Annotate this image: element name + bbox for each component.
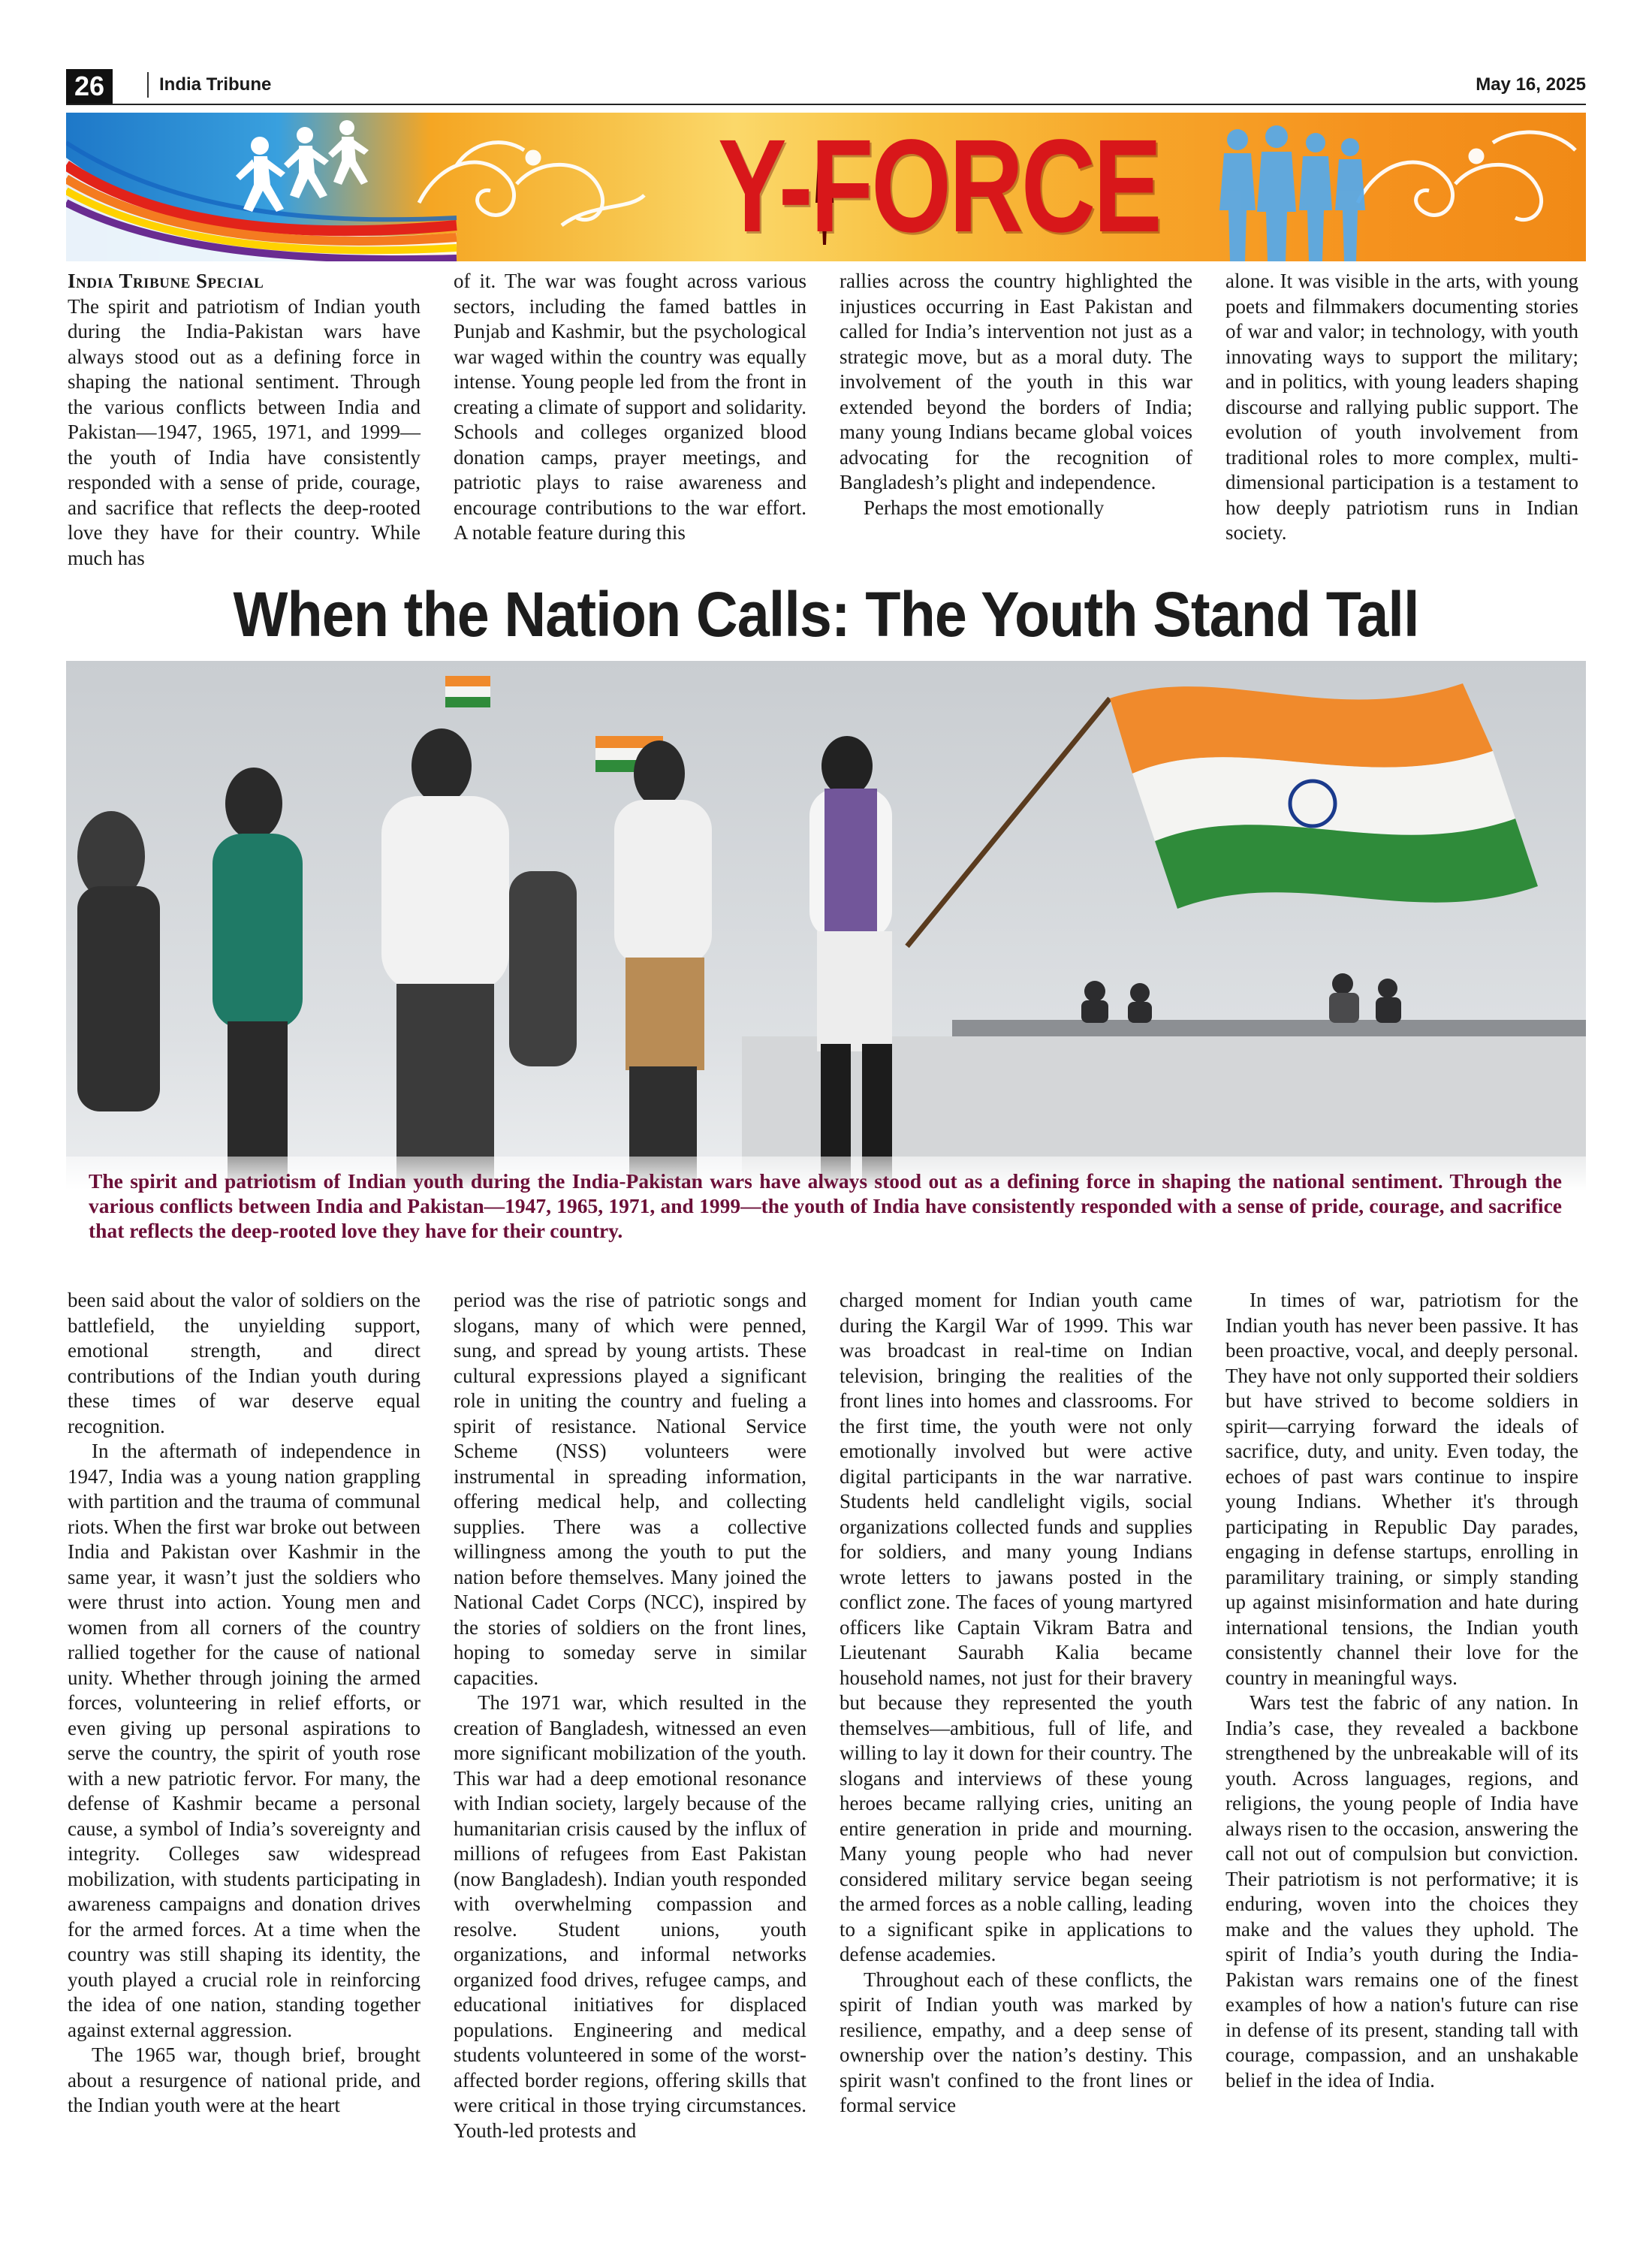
paragraph: rallies across the country highlighted the injustices occurring in East Pakistan and called for India’s intervention not just as a strategic move, but as a moral duty. The involvement of the youth in this war extended beyond the borders of India; many young Indians became global voices advocating for the recognition of Bangladesh’s plight and independence. bbox=[840, 270, 1192, 493]
article-column-2-top bbox=[454, 269, 806, 546]
paragraph: In times of war, patriotism for the Indian youth has never been passive. It has been proactive, vocal, and deeply personal. They have not only supported their soldiers but have strived to become soldiers in spirit—carrying forward the ideals of sacrifice, duty, and unity. Even today, the echoes of past wars continue to inspire young Indians. Whether it's through participating in Republic Day parades, engaging in defense startups, enrolling in paramilitary training, or simply standing up against misinformation and hate during international tensions, the Indian youth consistently channel their love for the country in meaningful ways. bbox=[1225, 1289, 1578, 1689]
article-column-1-bottom bbox=[68, 1288, 421, 2119]
paragraph: Perhaps the most emotionally bbox=[864, 496, 1105, 519]
paragraph: charged moment for Indian youth came during the Kargil War of 1999. This war was broadcast in real-time on Indian television, bringing the realities of the front lines into homes and classrooms. For the first time, the youth were not only emotionally involved but were active digital participants in the war narrative. Students held candlelight vigils, social organizations collected funds and supplies for soldiers, and many young Indians wrote letters to jawans posted in the conflict zone. The faces of young martyred officers like Captain Vikram Batra and Lieutenant Saurabh Kalia became household names, not just for their bravery but because they represented the youth themselves—ambitious, full of life, and willing to lay it down for their country. The slogans and interviews of these young heroes became rallying cries, uniting an entire generation in pride and mourning. Many young people who had never considered military service began seeing the armed forces as a noble calling, leading to a significant spike in applications to defense academies. bbox=[840, 1289, 1192, 1965]
section-title: Y-FORCE bbox=[718, 113, 1160, 260]
page-header bbox=[66, 69, 1586, 105]
paragraph: of it. The war was fought across various sectors, including the famed battles in Punjab and Kashmir, but the psychological war waged within the country was equally intense. Young people led from the front in creating a climate of support and solidarity. Schools and colleges organized blood donation camps, prayer meetings, and patriotic plays to raise awareness and encourage contributions to the war effort. A notable feature during this bbox=[454, 270, 806, 544]
article-column-4-top bbox=[1225, 269, 1578, 546]
paragraph: In the aftermath of independence in 1947, India was a young nation grappling with partition and the trauma of communal riots. When the first war broke out between India and Pakistan over Kashmir in the same year, it wasn’t just the soldiers who were thrust into action. Young men and women from all corners of the country rallied together for the cause of national unity. Whether through joining the armed forces, volunteering in relief efforts, or even giving up personal aspirations to serve the country, the spirit of youth rose with a new patriotic fervor. For many, the defense of Kashmir became a personal cause, a symbol of India’s sovereignty and integrity. Colleges saw widespread mobilization, with students participating in awareness campaigns and donation drives for the armed forces. At a time when the country was still shaping its identity, the youth played a crucial role in reinforcing the idea of one nation, standing together against external aggression. bbox=[68, 1440, 421, 2041]
publication-name: India Tribune bbox=[147, 72, 271, 98]
article-photo bbox=[66, 661, 1586, 1198]
paragraph: The 1971 war, which resulted in the creation of Bangladesh, witnessed an even more significant mobilization of the youth. This war had a deep emotional resonance with Indian society, largely because of the humanitarian crisis caused by the influx of millions of refugees from East Pakistan (now Bangladesh). Indian youth responded with overwhelming compassion and resolve. Student unions, youth organizations, and informal networks organized food drives, refugee camps, and educational initiatives for displaced populations. Engineering and medical students volunteered in some of the worst-affected border regions, offering skills that were critical in those trying circumstances. Youth-led protests and bbox=[454, 1691, 806, 2142]
paragraph: period was the rise of patriotic songs and slogans, many of which were penned, sung, and spread by young artists. These cultural expressions played a significant role in uniting the country and fueling a spirit of resistance. National Service Scheme (NSS) volunteers were instrumental in spreading information, offering medical help, and collecting supplies. There was a collective willingness among the youth to put the nation before themselves. Many joined the National Cadet Corps (NCC), inspired by the stories of soldiers on the front lines, hoping to someday serve in similar capacities. bbox=[454, 1289, 806, 1689]
paragraph: Throughout each of these conflicts, the spirit of Indian youth was marked by resilience, empathy, and a deep sense of ownership over the nation’s destiny. This spirit wasn't confined to the front lines or formal service bbox=[840, 1968, 1192, 2116]
issue-date: May 16, 2025 bbox=[1476, 74, 1586, 95]
page-number: 26 bbox=[66, 69, 113, 104]
silhouette-runners-icon bbox=[236, 120, 369, 212]
article-column-1-top bbox=[68, 269, 421, 571]
paragraph: alone. It was visible in the arts, with young poets and filmmakers documenting stories of war and valor; in technology, with youth innovating ways to support the military; and in politics, with young leaders shaping discourse and rallying public support. The evolution of youth involvement from traditional roles to more complex, multi-dimensional participation is a testament to how deeply patriotism runs in Indian society. bbox=[1225, 270, 1578, 544]
paragraph: The spirit and patriotism of Indian youth during the India-Pakistan wars have always stood out as a defining force in shaping the national sentiment. Through the various conflicts between India and Pakistan—1947, 1965, 1971, and 1999—the youth of India have consistently responded with a sense of pride, courage, and sacrifice that reflects the deep-rooted love they have for their country. While much has bbox=[68, 294, 421, 569]
paragraph: The 1965 war, though brief, brought about a resurgence of national pride, and the Indian youth were at the heart bbox=[68, 2043, 421, 2116]
article-kicker: India Tribune Special bbox=[68, 270, 264, 292]
article-column-3-top bbox=[840, 269, 1192, 520]
flag-march-photo bbox=[66, 661, 1586, 1198]
businessmen-silhouette-icon bbox=[1219, 125, 1365, 261]
article-column-2-bottom bbox=[454, 1288, 806, 2143]
section-banner bbox=[66, 113, 1586, 261]
photo-caption: The spirit and patriotism of Indian youth during the India-Pakistan wars have always stood out as a defining force in shaping the national sentiment. Through the various conflicts between India and Pakistan—1947, 1965, 1971, and 1999—the youth of India have consistently responded with a sense of pride, courage, and sacrifice that reflects the deep-rooted love they have for their country. bbox=[89, 1169, 1562, 1242]
paragraph: been said about the valor of soldiers on the battlefield, the unyielding support, emotional strength, and direct contributions of the Indian youth during these times of war deserve equal recognition. bbox=[68, 1289, 421, 1437]
paragraph: Wars test the fabric of any nation. In India’s case, they revealed a backbone strengthened by the unbreakable will of its youth. Across languages, regions, and religions, the young people of India have always risen to the occasion, answering the call not out of compulsion but conviction. Their patriotism is not performative; it is enduring, woven into the choices they make and the values they uphold. The spirit of India’s youth during the India-Pakistan wars remains one of the finest examples of how a nation's future can rise in defense of its present, standing tall with courage, compassion, and an unshakable belief in the idea of India. bbox=[1225, 1691, 1578, 2092]
article-column-3-bottom bbox=[840, 1288, 1192, 2119]
article-headline: When the Nation Calls: The Youth Stand Tall bbox=[233, 579, 1419, 650]
article-column-4-bottom bbox=[1225, 1288, 1578, 2093]
